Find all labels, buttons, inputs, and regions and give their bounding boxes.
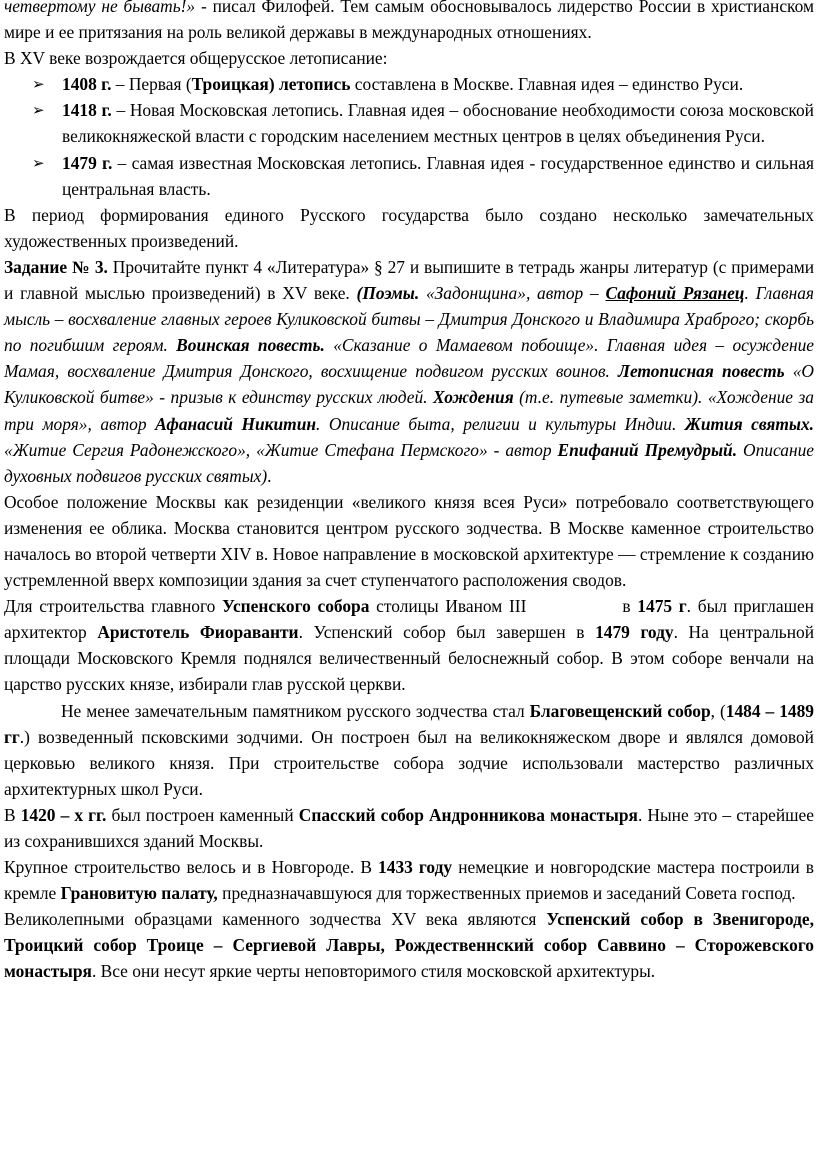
arrow-bullet-icon: ➢ [32, 153, 45, 172]
paragraph-spassky-cathedral: В 1420 – х гг. был построен каменный Спасский собор Андронникова монастыря. Ныне это – старейшее из сохранившихся зданий Москвы. [4, 804, 814, 851]
paragraph-uspensky-cathedral: Для строительства главного Успенского собора столицы Иваном III в 1475 г. был приглашен архитектор Аристотель Фиораванти. Успенский собор был завершен в 1479 году. На центральной площади Московского Кремля поднялся величественный белоснежный собор. В этом соборе венчали на царство русских князе, избирали глав русской церкви. [4, 596, 815, 695]
list-item: ➢ 1408 г. – Первая (Троицкая) летопись составлена в Москве. Главная идея – единство Руси. [4, 71, 814, 97]
paragraph-moscow-architecture: Особое положение Москвы как резиденции «великого князя всея Руси» потребовало соответствующего изменения ее облика. Москва становится центром русского зодчества. В Москве каменное строительство началось во второй четверти XIV в. Новое направление в московской архитектуре — стремление к созданию устремленной вверх композиции здания за счет ступенчатого расположения сводов. [4, 491, 814, 591]
paragraph-blagoveshchensky-cathedral: Не менее замечательным памятником русского зодчества стал Благовещенский собор, (1484 – 1489 гг.) возведенный псковскими зодчими. Он построен был на великокняжеском дворе и являлся домовой церковью великого князя. При строительстве собора зодчие использовали мастерство различных архитектурных школ Руси. [4, 700, 814, 799]
paragraph-novgorod: Крупное строительство велось и в Новгороде. В 1433 году немецкие и новгородские мастера построили в кремле Грановитую палату, предназначавшуюся для торжественных приемов и заседаний Совета господ. [4, 857, 814, 904]
arrow-bullet-icon: ➢ [32, 75, 45, 94]
task-label: Задание № 3. [4, 256, 108, 277]
paragraph-task-3: Задание № 3. Прочитайте пункт 4 «Литература» § 27 и выпишите в тетрадь жанры литератур (с примерами и главной мыслью произведений) в XV веке. (Поэмы. «Задонщина», автор – Сафоний Рязанец. Главная мысль – восхваление главных героев Куликовской битвы – Дмитрия Донского и Владимира Храброго; скорбь по погибшим героям. Воинская повесть. «Сказание о Мамаевом побоище». Главная идея – осуждение Мамая, восхваление Дмитрия Донского, восхищение подвигом русских воинов. Летописная повесть «О Куликовской битве» - призыв к единству русских людей. Хождения (т.е. путевые заметки). «Хождение за три моря», автор Афанасий Никитин. Описание быта, религии и культуры Индии. Жития святых. «Житие Сергия Радонежского», «Житие Стефана Пермского» - автор Епифаний Премудрый. Описание духовных подвигов русских святых). [4, 256, 815, 486]
paragraph-literature-intro: В период формирования единого Русского государства было создано несколько замечательных художественных произведений. [4, 204, 814, 251]
list-item: ➢ 1479 г. – самая известная Московская летопись. Главная идея - государственное единство и сильная центральная власть. [4, 150, 814, 202]
chronicles-list [4, 71, 814, 201]
arrow-bullet-icon: ➢ [32, 101, 45, 120]
paragraph-stone-architecture: Великолепными образцами каменного зодчества XV века являются Успенский собор в Звенигороде, Троицкий собор Троице – Сергиевой Лавры, Рождественнский собор Саввино – Сторожевского монастыря. Все они несут яркие черты неповторимого стиля московской архитектуры. [4, 909, 814, 982]
paragraph-chronicles-intro: В XV веке возрождается общерусское летописание: [4, 48, 388, 69]
paragraph-filofey: четвертому не бывать!» - писал Филофей. Тем самым обосновывалось лидерство России в христианском мире и ее притязания на роль великой державы в международных отношениях. [4, 0, 814, 45]
quote-ending: четвертому не бывать!» - [4, 0, 207, 16]
list-item: ➢ 1418 г. – Новая Московская летопись. Главная идея – обоснование необходимости союза московской великокняжеской власти с городским населением местных центров в целях объединения Руси. [4, 97, 814, 149]
